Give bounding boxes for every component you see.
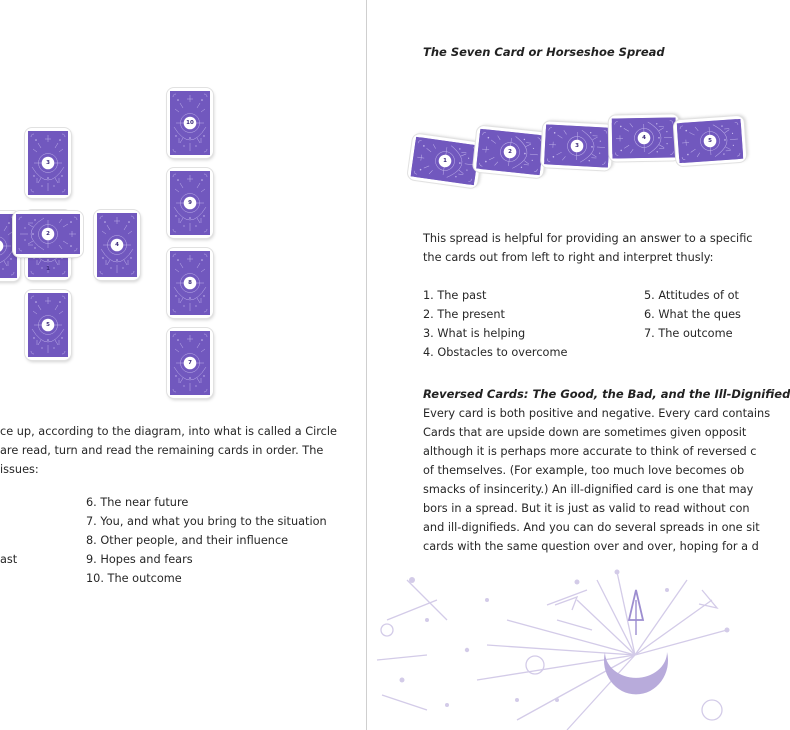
svg-text:4: 4	[115, 242, 119, 248]
tarot-card-2	[473, 125, 547, 178]
left-list-column-a	[0, 493, 17, 588]
reversed-line: Every card is both positive and negative. Every card contains	[423, 407, 771, 420]
reversed-line: Cards that are upside down are sometimes given opposit	[423, 426, 747, 439]
list-item: 2. The present	[423, 308, 505, 321]
tarot-card-1	[407, 133, 483, 188]
svg-text:2: 2	[508, 149, 512, 155]
svg-text:7: 7	[188, 360, 192, 366]
horseshoe-intro-text	[423, 229, 753, 267]
reversed-cards-heading: Reversed Cards: The Good, the Bad, and the Ill-Dignified	[423, 387, 790, 401]
tarot-card-7	[167, 328, 213, 398]
horseshoe-spread-heading: The Seven Card or Horseshoe Spread	[423, 45, 665, 59]
list-item: 8. Other people, and their influence	[86, 534, 289, 547]
tarot-card-3	[541, 121, 613, 171]
reversed-line: of themselves. (For example, too much love becomes ob	[423, 464, 745, 477]
left-page	[0, 0, 366, 730]
tarot-card-5	[25, 290, 71, 360]
reversed-line: bors in a spread. But it is just as valid to read without con	[423, 502, 750, 515]
crescent-moon	[604, 590, 668, 694]
star-rays	[377, 572, 727, 730]
intro-line: This spread is helpful for providing an answer to a specific	[423, 232, 753, 245]
svg-text:3: 3	[46, 160, 50, 166]
horseshoe-list-column-b	[644, 286, 741, 343]
tarot-card-9	[167, 168, 213, 238]
svg-text:1: 1	[46, 266, 50, 272]
svg-text:3: 3	[575, 143, 579, 149]
tarot-card-10	[167, 88, 213, 158]
reversed-line: although it is perhaps more accurate to think of reversed c	[423, 445, 757, 458]
horseshoe-list-column-a	[423, 286, 567, 362]
list-item: 9. Hopes and fears	[86, 553, 193, 566]
svg-text:10: 10	[186, 120, 194, 126]
right-page	[367, 0, 790, 730]
tarot-card-4	[94, 210, 140, 280]
left-body-line: are read, turn and read the remaining cards in order. The	[0, 444, 324, 457]
svg-text:8: 8	[188, 280, 192, 286]
list-item: 7. The outcome	[644, 327, 733, 340]
list-item	[0, 493, 17, 512]
list-item	[0, 531, 17, 550]
intro-line: the cards out from left to right and interpret thusly:	[423, 251, 714, 264]
list-item	[0, 569, 17, 588]
svg-text:2: 2	[46, 231, 50, 237]
list-item: ast	[0, 553, 18, 566]
tarot-card-5	[673, 116, 746, 167]
list-item	[0, 512, 17, 531]
tarot-card-3	[25, 128, 71, 198]
tarot-card-4	[609, 114, 680, 161]
reversed-line: cards with the same question over and over, hoping for a d	[423, 540, 759, 553]
svg-text:5: 5	[708, 138, 712, 144]
left-body-line: ce up, according to the diagram, into what is called a Circle	[0, 425, 337, 438]
svg-text:4: 4	[642, 135, 646, 141]
tarot-card-8	[167, 248, 213, 318]
reversed-line: and ill-dignifieds. And you can do several spreads in one sit	[423, 521, 760, 534]
left-body-line: issues:	[0, 463, 39, 476]
left-body-text	[0, 422, 337, 479]
reversed-line: smacks of insincerity.) An ill-dignified card is one that may	[423, 483, 754, 496]
reversed-cards-text	[423, 404, 770, 556]
list-item: 3. What is helping	[423, 327, 526, 340]
list-item: 5. Attitudes of ot	[644, 289, 739, 302]
list-item: 6. The near future	[86, 496, 189, 509]
list-item: 1. The past	[423, 289, 487, 302]
svg-text:9: 9	[188, 200, 192, 206]
list-item: 10. The outcome	[86, 572, 182, 585]
list-item: 6. What the ques	[644, 308, 741, 321]
svg-text:1: 1	[443, 158, 447, 164]
left-list-column-b	[86, 493, 327, 588]
celestial-decoration	[367, 560, 730, 730]
list-item: 7. You, and what you bring to the situation	[86, 515, 327, 528]
svg-text:5: 5	[46, 322, 50, 328]
list-item: 4. Obstacles to overcome	[423, 346, 568, 359]
tarot-card-2	[13, 211, 83, 257]
